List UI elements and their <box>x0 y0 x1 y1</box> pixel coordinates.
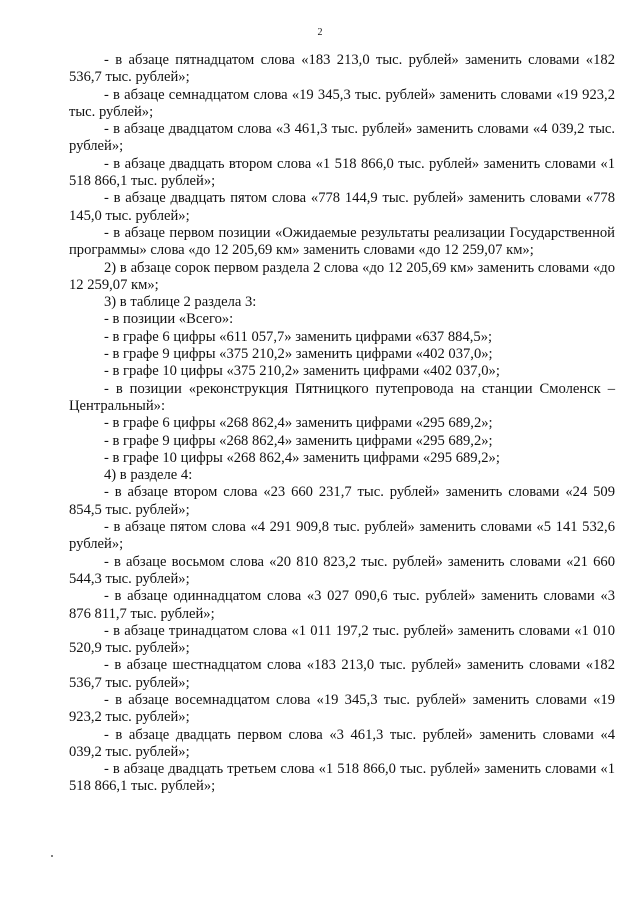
page-number: 2 <box>317 27 323 38</box>
paragraph: - в графе 6 цифры «611 057,7» заменить цифрами «637 884,5»; <box>104 328 493 345</box>
paragraph: - в абзаце первом позиции «Ожидаемые результаты реализации Государственной программы» слова «до 12 205,69 км» заменить словами «до 12 259,07 км»; <box>69 224 615 259</box>
paragraph: - в абзаце пятом слова «4 291 909,8 тыс. рублей» заменить словами «5 141 532,6 рублей»; <box>69 519 615 553</box>
paragraph: - в абзаце одиннадцатом слова «3 027 090,6 тыс. рублей» заменить словами «3 876 811,7 тыс. рублей»; <box>69 588 615 622</box>
paragraph: - в абзаце двадцать первом слова «3 461,3 тыс. рублей» заменить словами «4 039,2 тыс. рублей»; <box>69 726 615 760</box>
paragraph: - в графе 10 цифры «375 210,2» заменить цифрами «402 037,0»; <box>104 363 500 380</box>
paragraph: - в графе 9 цифры «375 210,2» заменить цифрами «402 037,0»; <box>104 346 493 363</box>
paragraph: - в графе 6 цифры «268 862,4» заменить цифрами «295 689,2»; <box>104 415 493 432</box>
paragraph: - в абзаце восемнадцатом слова «19 345,3 тыс. рублей» заменить словами «19 923,2 тыс. рублей»; <box>69 691 615 726</box>
paragraph: - в графе 10 цифры «268 862,4» заменить цифрами «295 689,2»; <box>104 449 500 466</box>
paragraph: - в абзаце втором слова «23 660 231,7 тыс. рублей» заменить словами «24 509 854,5 тыс. рублей»; <box>69 484 615 518</box>
paragraph: 2) в абзаце сорок первом раздела 2 слова «до 12 205,69 км» заменить словами «до 12 259,07 км»; <box>69 259 615 293</box>
paragraph: - в абзаце двадцать пятом слова «778 144,9 тыс. рублей» заменить словами «778 145,0 тыс. рублей»; <box>69 190 615 224</box>
paragraph: 3) в таблице 2 раздела 3: <box>104 294 257 311</box>
paragraph: - в абзаце тринадцатом слова «1 011 197,2 тыс. рублей» заменить словами «1 010 520,9 тыс. рублей»; <box>69 622 615 657</box>
scan-speck <box>51 855 53 857</box>
paragraph: 4) в разделе 4: <box>104 467 193 484</box>
paragraph: - в абзаце шестнадцатом слова «183 213,0 тыс. рублей» заменить словами «182 536,7 тыс. рублей»; <box>69 657 615 691</box>
paragraph: - в абзаце двадцатом слова «3 461,3 тыс. рублей» заменить словами «4 039,2 тыс. рублей»; <box>69 121 615 155</box>
paragraph: - в позиции «реконструкция Пятницкого путепровода на станции Смоленск – Центральный»: <box>69 380 615 414</box>
paragraph: - в абзаце восьмом слова «20 810 823,2 тыс. рублей» заменить словами «21 660 544,3 тыс. рублей»; <box>69 553 615 587</box>
paragraph: - в абзаце двадцать третьем слова «1 518 866,0 тыс. рублей» заменить словами «1 518 866,1 тыс. рублей»; <box>69 761 615 795</box>
document-body <box>69 52 615 796</box>
paragraph: - в графе 9 цифры «268 862,4» заменить цифрами «295 689,2»; <box>104 432 493 449</box>
paragraph: - в абзаце двадцать втором слова «1 518 866,0 тыс. рублей» заменить словами «1 518 866,1 тыс. рублей»; <box>69 155 615 190</box>
paragraph: - в абзаце семнадцатом слова «19 345,3 тыс. рублей» заменить словами «19 923,2 тыс. рублей»; <box>69 86 615 120</box>
paragraph: - в абзаце пятнадцатом слова «183 213,0 тыс. рублей» заменить словами «182 536,7 тыс. рублей»; <box>69 52 615 86</box>
paragraph: - в позиции «Всего»: <box>104 311 234 328</box>
